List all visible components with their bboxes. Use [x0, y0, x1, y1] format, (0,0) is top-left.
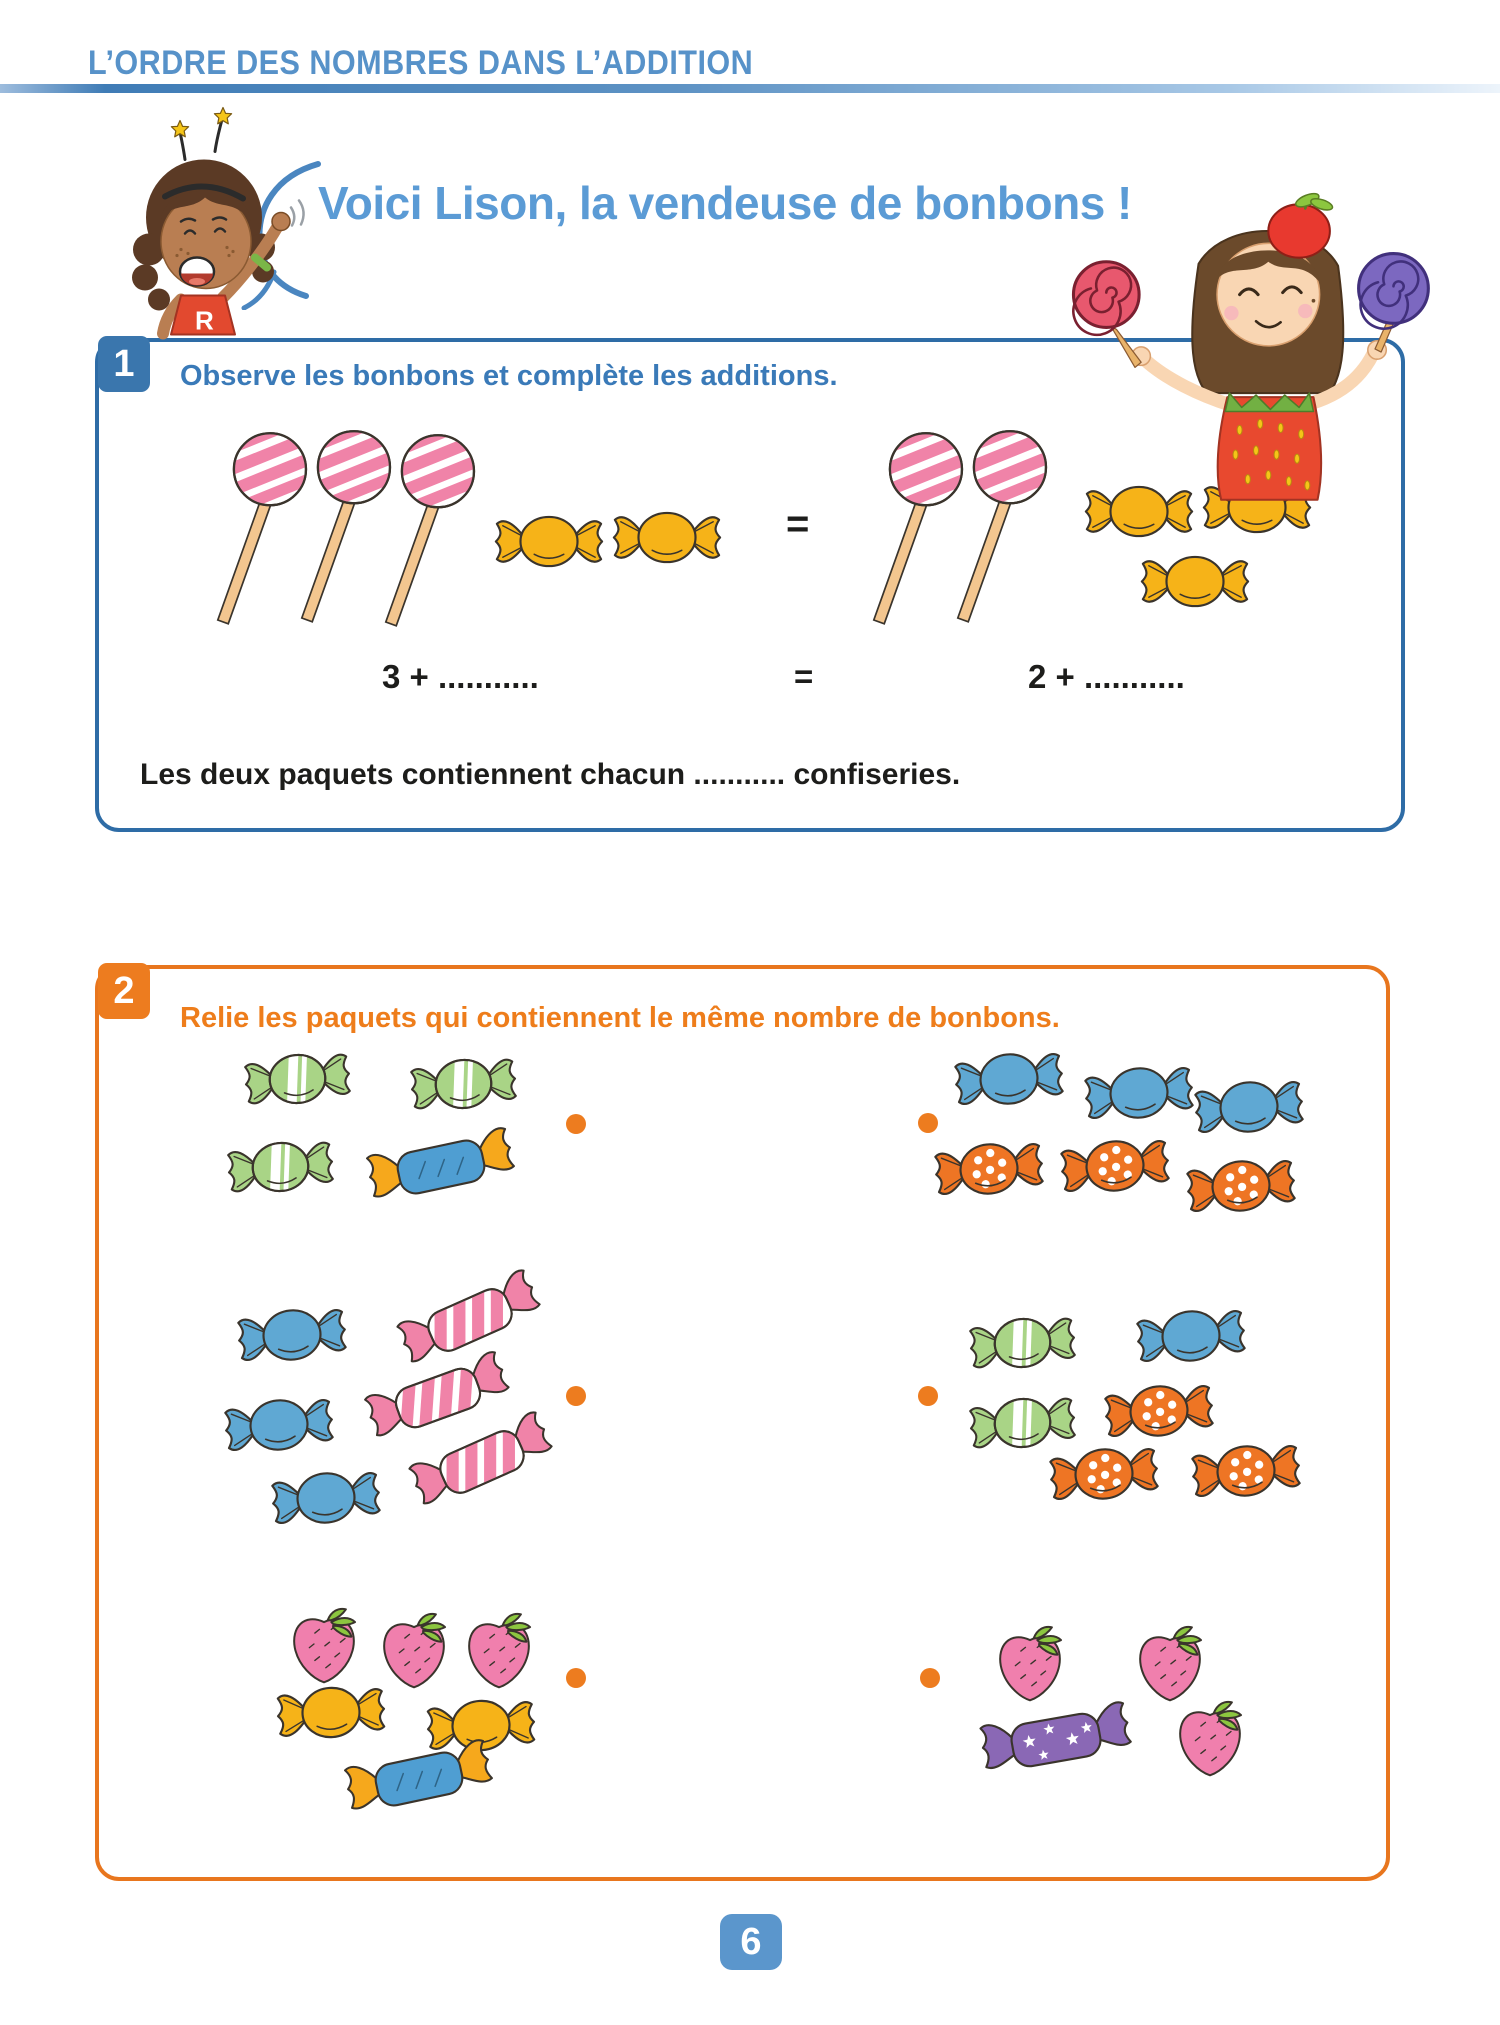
exercise-2-number-badge: 2 [98, 963, 150, 1019]
link-dot-right-top [918, 1113, 938, 1133]
yellow-candy-icon [1136, 550, 1254, 613]
star-antenna-icon [171, 121, 188, 137]
strawberry-icon [1128, 1619, 1212, 1705]
orange-dots-candy-icon [1184, 1433, 1308, 1509]
orange-dots-candy-icon [1179, 1148, 1303, 1224]
candy-equals-sign: = [786, 502, 810, 546]
strawberry-icon [988, 1619, 1072, 1705]
orange-dots-candy-icon [1053, 1128, 1177, 1204]
equation-equals-sign: = [794, 658, 814, 695]
link-dot-left-middle [566, 1386, 586, 1406]
yellow-candy-icon [490, 510, 608, 573]
green-candy-icon [962, 1306, 1083, 1380]
blue-candy-icon [264, 1460, 388, 1536]
lollipop-candy-icon [364, 428, 492, 633]
blue-candy-icon [230, 1297, 354, 1373]
blue-candy-icon [217, 1387, 341, 1463]
equation-left-blank: 3 + ........... [382, 658, 539, 695]
link-dot-right-bottom [920, 1668, 940, 1688]
blue-candy-icon [1129, 1298, 1253, 1374]
strawberry-icon [282, 1601, 366, 1687]
page-title: L’ORDRE DES NOMBRES DANS L’ADDITION [88, 44, 754, 82]
lison-character-illustration [1055, 182, 1455, 520]
girl-character-illustration [85, 98, 320, 336]
blue-candy-icon [1187, 1069, 1311, 1145]
link-dot-left-bottom [566, 1668, 586, 1688]
strawberry-icon [1168, 1694, 1252, 1780]
exercise-1-number-badge: 1 [98, 336, 150, 392]
equation-right-blank: 2 + ........... [1028, 658, 1185, 695]
exercise-2-instruction: Relie les paquets qui contiennent le même nombre de bonbons. [180, 1002, 1060, 1034]
page-number-badge: 6 [720, 1914, 782, 1970]
header-divider [0, 84, 1500, 93]
star-antenna-icon [214, 108, 231, 124]
orange-dots-candy-icon [927, 1131, 1051, 1207]
green-candy-icon [237, 1042, 358, 1116]
link-dot-right-middle [918, 1386, 938, 1406]
shirt-letter: R [195, 305, 214, 336]
speech-text: Voici Lison, la vendeuse de bonbons ! [318, 177, 1132, 229]
green-candy-icon [220, 1130, 341, 1204]
exercise-1-instruction: Observe les bonbons et complète les additions. [180, 360, 838, 392]
yellow-candy-icon [608, 506, 726, 569]
completion-sentence: Les deux paquets contiennent chacun ........... confiseries. [140, 758, 961, 791]
strawberry-icon [457, 1606, 541, 1692]
yellow-candy-icon [270, 1677, 392, 1748]
blue-candy-icon [947, 1041, 1071, 1117]
apple-hat-icon [1268, 204, 1330, 257]
orange-dots-candy-icon [1042, 1436, 1166, 1512]
blue-candy-icon [1077, 1055, 1201, 1131]
lollipop-candy-icon [936, 424, 1064, 629]
link-dot-left-top [566, 1114, 586, 1134]
